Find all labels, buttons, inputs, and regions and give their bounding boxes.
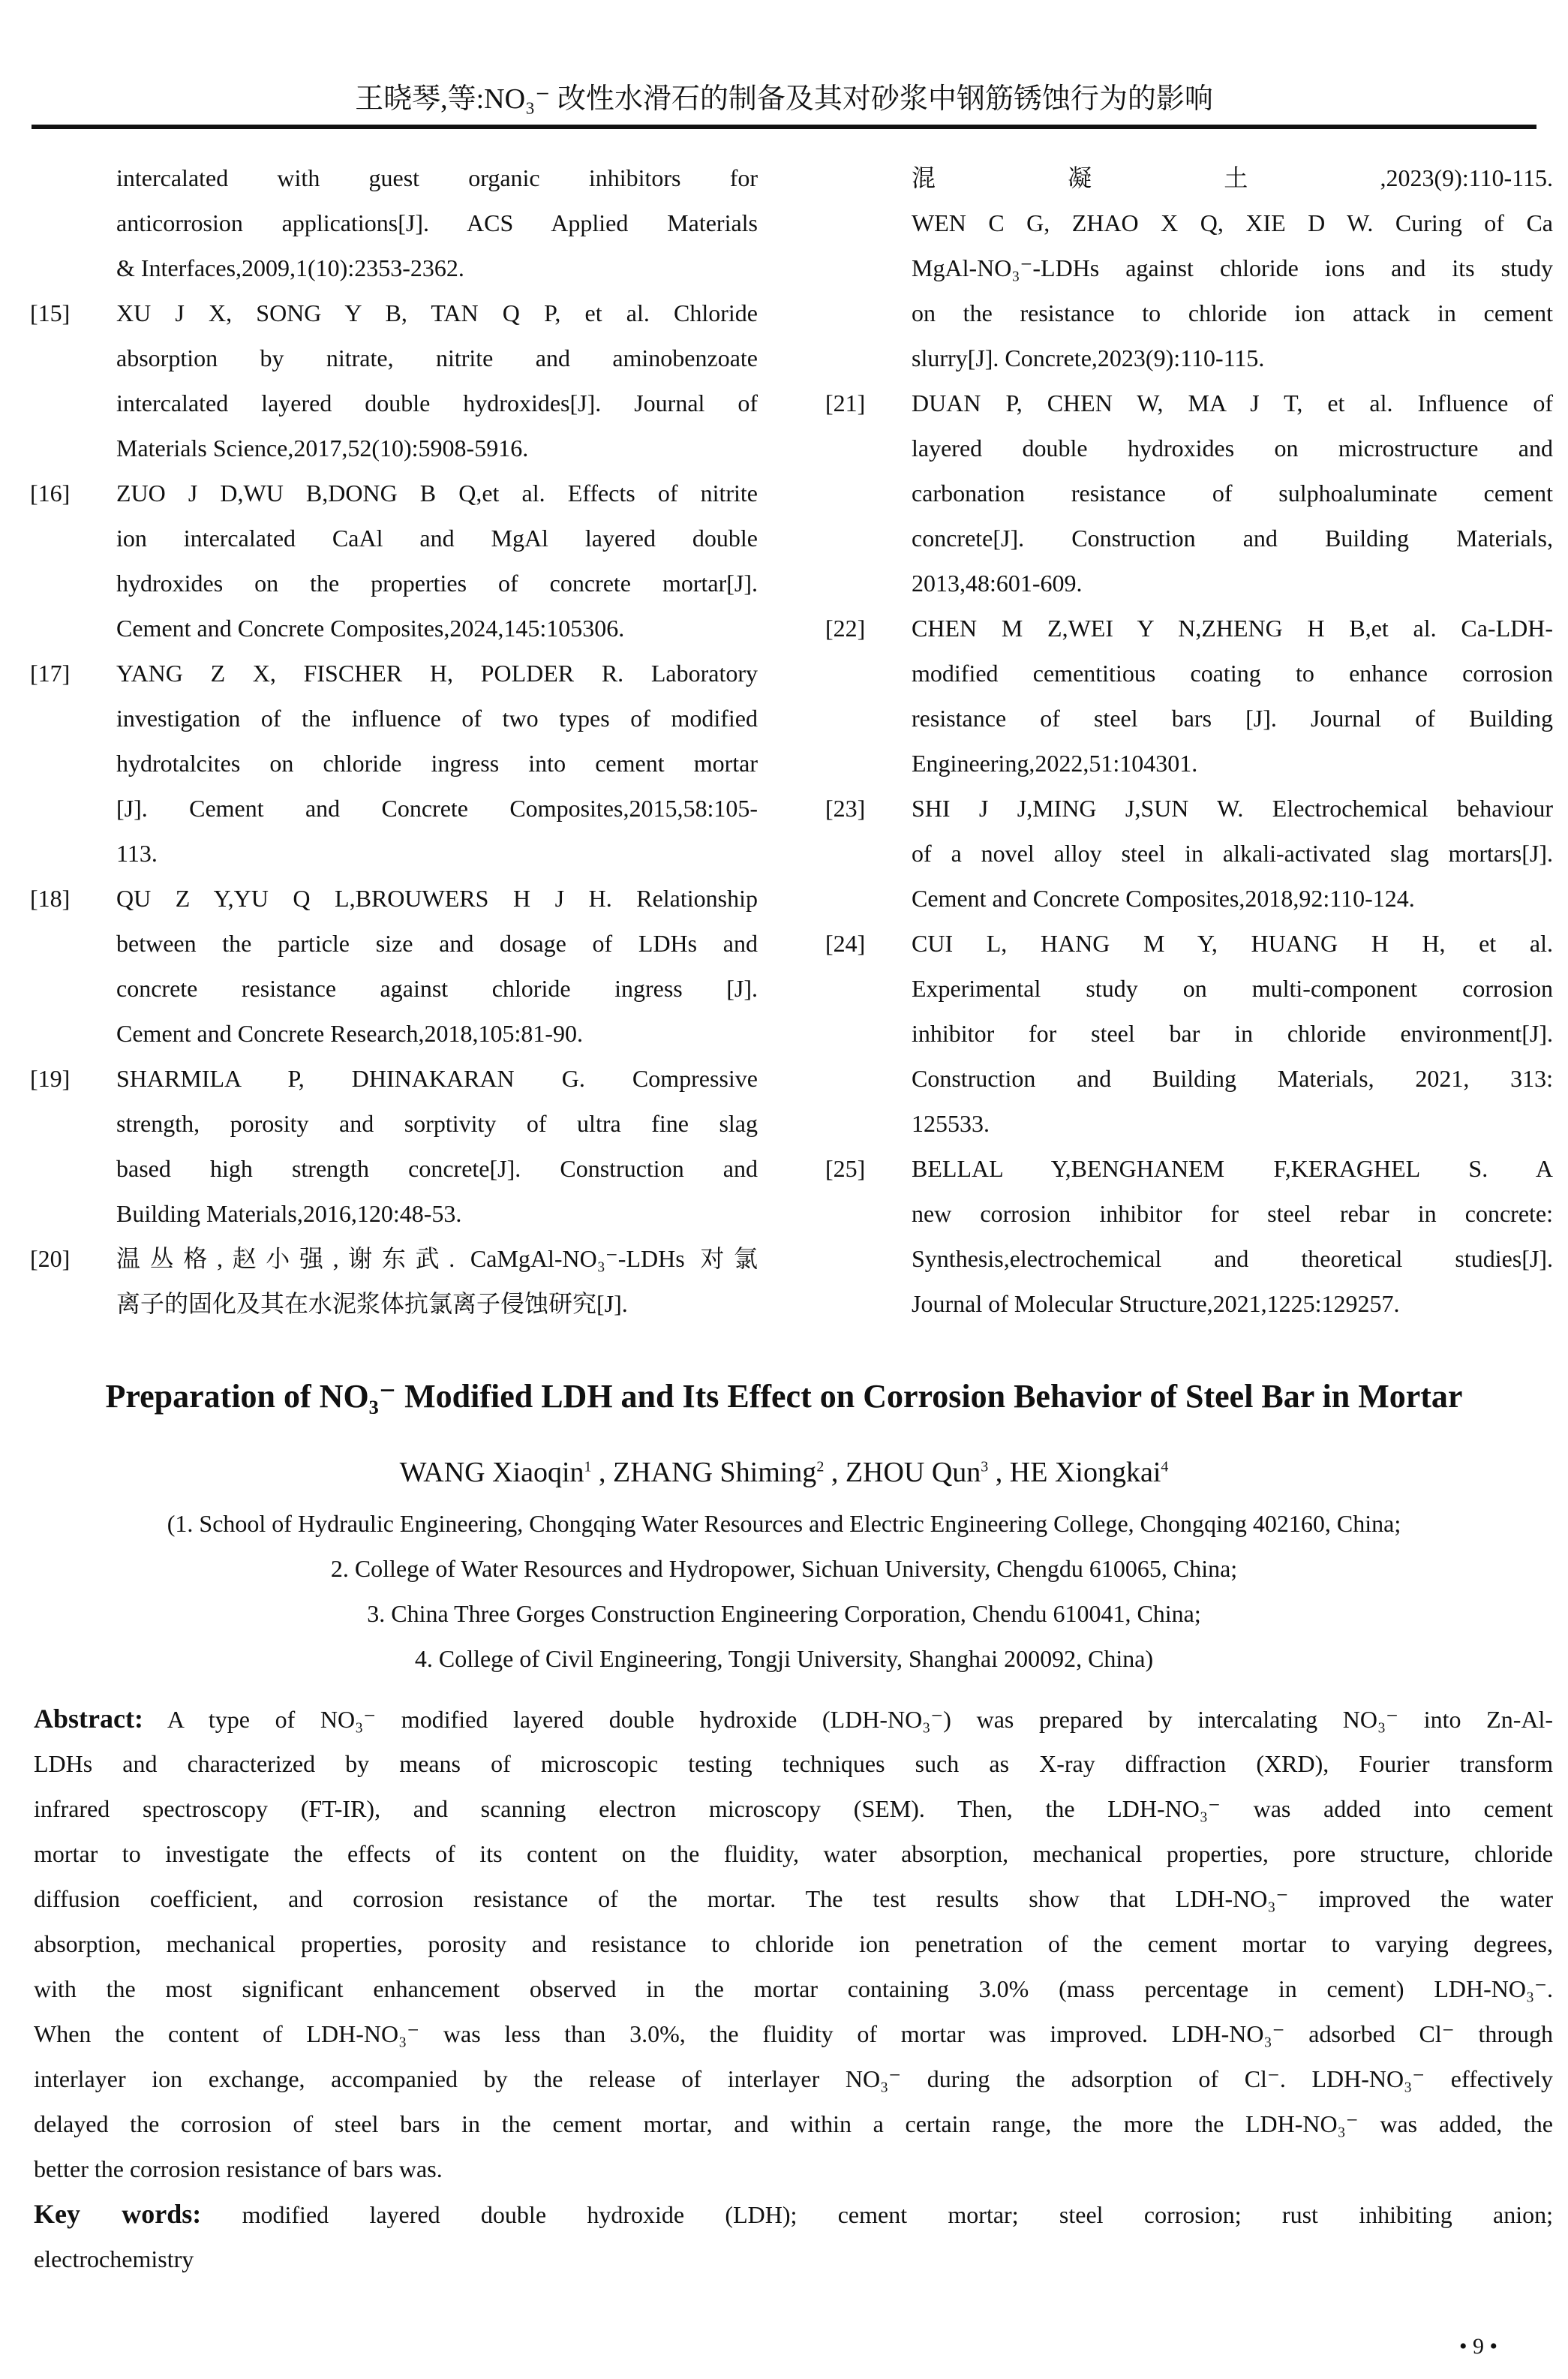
reference-line: Engineering,2022,51:104301.	[912, 750, 1198, 777]
keywords-text: electrochemistry	[34, 2245, 194, 2272]
reference-line: of a novel alloy steel in alkali-activated slag mortars[J].	[912, 840, 1553, 867]
reference-line: 温丛格,赵小强,谢东武. CaMgAl-NO₃⁻-LDHs 对氯	[116, 1245, 758, 1272]
references-right-column	[825, 155, 1553, 1326]
abstract-text: with the most significant enhancement observed in the mortar containing 3.0% (mass percentage in cement) LDH-NO₃⁻.	[34, 1975, 1553, 2002]
abstract-text: better the corrosion resistance of bars was.	[34, 2155, 443, 2182]
reference-number: [23]	[825, 795, 866, 822]
reference-entry	[30, 1056, 758, 1236]
reference-entry	[30, 651, 758, 876]
author-affiliation-number: 4	[1161, 1458, 1169, 1475]
reference-line: Experimental study on multi-component corrosion	[912, 975, 1553, 1002]
reference-line: Materials Science,2017,52(10):5908-5916.	[116, 435, 529, 462]
keywords-label: Key words:	[34, 2199, 202, 2229]
reference-line: slurry[J]. Concrete,2023(9):110-115.	[912, 344, 1265, 371]
author	[846, 1457, 988, 1488]
affiliation-line: 4. College of Civil Engineering, Tongji University, Shanghai 200092, China)	[414, 1645, 1154, 1672]
author-separator: ,	[824, 1457, 846, 1488]
reference-entry	[825, 786, 1553, 921]
reference-line: CHEN M Z,WEI Y N,ZHENG H B,et al. Ca-LDH-	[912, 615, 1553, 642]
reference-line: anticorrosion applications[J]. ACS Applied Materials	[116, 209, 758, 236]
reference-line: ion intercalated CaAl and MgAl layered double	[116, 525, 758, 552]
affiliation-line: 2. College of Water Resources and Hydropower, Sichuan University, Chengdu 610065, China;	[330, 1555, 1238, 1582]
reference-line: 离子的固化及其在水泥浆体抗氯离子侵蚀研究[J].	[116, 1290, 628, 1317]
reference-number: [20]	[30, 1245, 71, 1272]
reference-line: new corrosion inhibitor for steel rebar in concrete:	[912, 1200, 1553, 1227]
header-rule	[32, 125, 1536, 129]
abstract-line	[34, 1741, 1553, 1786]
reference-number: [24]	[825, 930, 866, 957]
english-title: Preparation of NO₃⁻ Modified LDH and Its Effect on Corrosion Behavior of Steel Bar in Mortar	[105, 1378, 1463, 1415]
reference-line: Construction and Building Materials, 2021, 313:	[912, 1065, 1553, 1092]
reference-line: concrete[J]. Construction and Building Materials,	[912, 525, 1553, 552]
reference-line: on the resistance to chloride ion attack in cement	[912, 299, 1553, 326]
abstract-line	[34, 2146, 1553, 2191]
reference-line: XU J X, SONG Y B, TAN Q P, et al. Chloride	[116, 299, 758, 326]
reference-line: SHI J J,MING J,SUN W. Electrochemical behaviour	[912, 795, 1553, 822]
abstract-label: Abstract:	[34, 1704, 143, 1734]
author	[400, 1457, 592, 1488]
reference-line: Building Materials,2016,120:48-53.	[116, 1200, 462, 1227]
reference-entry	[825, 921, 1553, 1146]
reference-line: QU Z Y,YU Q L,BROUWERS H J H. Relationship	[116, 885, 758, 912]
reference-entry	[912, 155, 1553, 380]
reference-entry	[116, 155, 758, 290]
abstract-text: mortar to investigate the effects of its content on the fluidity, water absorption, mechanical properties, pore structure, chloride	[34, 1840, 1553, 1867]
reference-line: 113.	[116, 840, 158, 867]
reference-entry	[30, 290, 758, 471]
author-list	[0, 1456, 1568, 1489]
abstract-line	[34, 2101, 1553, 2146]
reference-line: Synthesis,electrochemical and theoretical studies[J].	[912, 1245, 1553, 1272]
abstract-line	[34, 1921, 1553, 1966]
running-header: 王晓琴,等:NO₃⁻ 改性水滑石的制备及其对砂浆中钢筋锈蚀行为的影响	[355, 83, 1213, 115]
reference-entry	[30, 1236, 758, 1326]
reference-number: [16]	[30, 480, 71, 507]
reference-number: [19]	[30, 1065, 71, 1092]
abstract-text: LDHs and characterized by means of microscopic testing techniques such as X-ray diffraction (XRD), Fourier transform	[34, 1750, 1553, 1777]
reference-line: Journal of Molecular Structure,2021,1225:129257.	[912, 1290, 1400, 1317]
reference-number: [25]	[825, 1155, 866, 1182]
keywords-text: modified layered double hydroxide (LDH); cement mortar; steel corrosion; rust inhibiting anion;	[201, 2201, 1553, 2228]
reference-line: hydrotalcites on chloride ingress into cement mortar	[116, 750, 758, 777]
reference-line: CUI L, HANG M Y, HUANG H H, et al.	[912, 930, 1553, 957]
reference-number: [22]	[825, 615, 866, 642]
reference-line: layered double hydroxides on microstructure and	[912, 435, 1553, 462]
abstract	[34, 1696, 1553, 2281]
abstract-line	[34, 1876, 1553, 1921]
reference-line: intercalated layered double hydroxides[J]. Journal of	[116, 389, 758, 417]
reference-line: strength, porosity and sorptivity of ultra fine slag	[116, 1110, 758, 1137]
reference-line: 2013,48:601-609.	[912, 570, 1083, 597]
abstract-line	[34, 1831, 1553, 1876]
reference-number: [17]	[30, 660, 71, 687]
abstract-text: A type of NO₃⁻ modified layered double hydroxide (LDH-NO₃⁻) was prepared by intercalating NO₃⁻ into Zn-Al-	[143, 1706, 1553, 1733]
reference-line: SHARMILA P, DHINAKARAN G. Compressive	[116, 1065, 758, 1092]
reference-number: [21]	[825, 389, 866, 417]
author-name: HE Xiongkai	[1009, 1457, 1161, 1488]
author-name: WANG Xiaoqin	[399, 1457, 584, 1488]
reference-line: carbonation resistance of sulphoaluminate cement	[912, 480, 1553, 507]
reference-line: resistance of steel bars [J]. Journal of Building	[912, 705, 1553, 732]
reference-line: 混凝土,2023(9):110-115.	[912, 164, 1553, 191]
reference-line: hydroxides on the properties of concrete mortar[J].	[116, 570, 758, 597]
reference-line: DUAN P, CHEN W, MA J T, et al. Influence of	[912, 389, 1553, 417]
abstract-text: absorption, mechanical properties, porosity and resistance to chloride ion penetration of the cement mortar to varying degrees,	[34, 1930, 1553, 1957]
reference-number: [15]	[30, 299, 71, 326]
keywords-line	[34, 2236, 1553, 2281]
reference-line: ZUO J D,WU B,DONG B Q,et al. Effects of nitrite	[116, 480, 758, 507]
reference-line: & Interfaces,2009,1(10):2353-2362.	[116, 254, 464, 281]
reference-line: investigation of the influence of two types of modified	[116, 705, 758, 732]
abstract-line	[34, 2011, 1553, 2056]
author-separator: ,	[591, 1457, 614, 1488]
reference-line: WEN C G, ZHAO X Q, XIE D W. Curing of Ca	[912, 209, 1553, 236]
reference-line: concrete resistance against chloride ingress [J].	[116, 975, 758, 1002]
abstract-line	[34, 1786, 1553, 1831]
author-affiliation-number: 2	[816, 1458, 825, 1475]
abstract-line	[34, 1966, 1553, 2011]
reference-line: Cement and Concrete Research,2018,105:81-90.	[116, 1020, 584, 1047]
keywords-line	[34, 2191, 1553, 2236]
affiliation-line: (1. School of Hydraulic Engineering, Chongqing Water Resources and Electric Engineering College, Chongqing 402160, China;	[167, 1510, 1401, 1537]
reference-entry	[30, 876, 758, 1056]
reference-line: absorption by nitrate, nitrite and aminobenzoate	[116, 344, 758, 371]
reference-line: YANG Z X, FISCHER H, POLDER R. Laboratory	[116, 660, 758, 687]
abstract-line	[34, 2056, 1553, 2101]
abstract-line	[34, 1696, 1553, 1741]
reference-line: Cement and Concrete Composites,2018,92:110-124.	[912, 885, 1415, 912]
abstract-text: When the content of LDH-NO₃⁻ was less than 3.0%, the fluidity of mortar was improved. LDH-NO₃⁻ adsorbed Cl⁻ through	[34, 2020, 1554, 2047]
reference-line: modified cementitious coating to enhance corrosion	[912, 660, 1553, 687]
reference-number: [18]	[30, 885, 71, 912]
author	[1010, 1457, 1169, 1488]
abstract-text: infrared spectroscopy (FT-IR), and scanning electron microscopy (SEM). Then, the LDH-NO₃⁻ was added into cement	[34, 1795, 1553, 1822]
abstract-text: interlayer ion exchange, accompanied by the release of interlayer NO₃⁻ during the adsorption of Cl⁻. LDH-NO₃⁻ effectively	[34, 2065, 1553, 2092]
author	[613, 1457, 824, 1488]
reference-line: Cement and Concrete Composites,2024,145:105306.	[116, 615, 625, 642]
reference-entry	[30, 471, 758, 651]
reference-entry	[825, 606, 1553, 786]
references-left-column	[30, 155, 758, 1326]
reference-line: BELLAL Y,BENGHANEM F,KERAGHEL S. A	[912, 1155, 1553, 1182]
author-name: ZHANG Shiming	[613, 1457, 817, 1488]
author-name: ZHOU Qun	[845, 1457, 981, 1488]
reference-line: based high strength concrete[J]. Construction and	[116, 1155, 758, 1182]
reference-line: inhibitor for steel bar in chloride environment[J].	[912, 1020, 1553, 1047]
author-separator: ,	[988, 1457, 1010, 1488]
abstract-text: diffusion coefficient, and corrosion resistance of the mortar. The test results show that LDH-NO₃⁻ improved the water	[34, 1885, 1553, 1912]
reference-line: [J]. Cement and Concrete Composites,2015,58:105-	[116, 795, 758, 822]
author-affiliation-number: 3	[981, 1458, 989, 1475]
reference-line: MgAl-NO₃⁻-LDHs against chloride ions and its study	[912, 254, 1553, 281]
author-affiliation-number: 1	[584, 1458, 592, 1475]
page-number: • 9 •	[1459, 2334, 1498, 2359]
reference-line: between the particle size and dosage of LDHs and	[116, 930, 758, 957]
reference-line: intercalated with guest organic inhibitors for	[116, 164, 758, 191]
affiliation-line: 3. China Three Gorges Construction Engineering Corporation, Chendu 610041, China;	[367, 1600, 1201, 1627]
reference-line: 125533.	[912, 1110, 990, 1137]
reference-entry	[825, 380, 1553, 606]
reference-entry	[825, 1146, 1553, 1326]
abstract-text: delayed the corrosion of steel bars in the cement mortar, and within a certain range, the more the LDH-NO₃⁻ was added, the	[34, 2110, 1553, 2137]
